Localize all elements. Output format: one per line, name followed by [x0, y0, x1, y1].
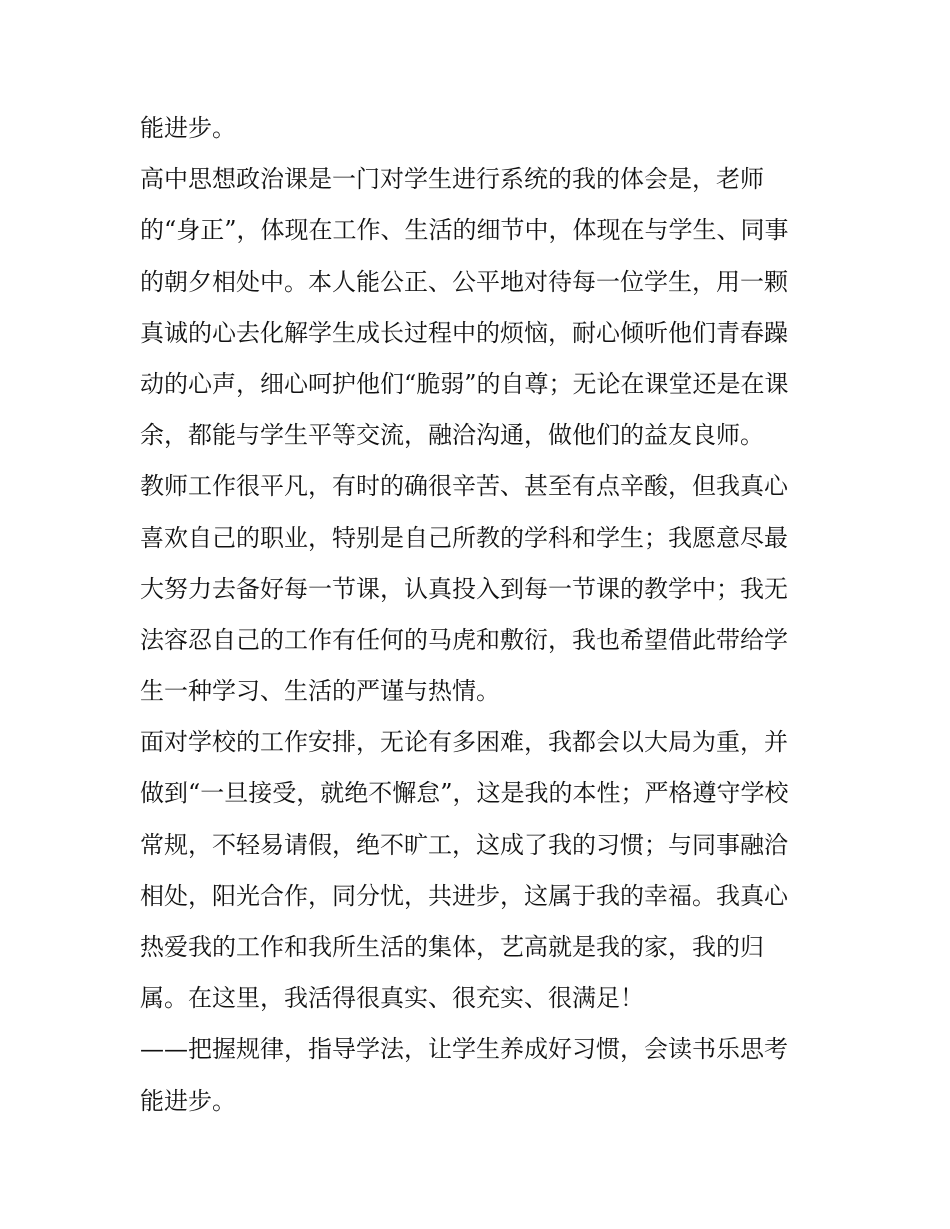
text-line: 面对学校的工作安排，无论有多困难，我都会以大局为重，并 — [140, 728, 788, 757]
text-line: 相处，阳光合作，同分忧，共进步，这属于我的幸福。我真心 — [140, 881, 788, 910]
text-line: 生一种学习、生活的严谨与热情。 — [140, 677, 500, 706]
text-line: 喜欢自己的职业，特别是自己所教的学科和学生；我愿意尽最 — [140, 523, 788, 552]
text-line: 热爱我的工作和我所生活的集体，艺高就是我的家，我的归 — [140, 933, 764, 961]
text-line: 能进步。 — [140, 114, 236, 142]
text-line: 大努力去备好每一节课，认真投入到每一节课的教学中；我无 — [140, 574, 788, 603]
body-text — [140, 103, 830, 1127]
text-line: 动的心声，细心呵护他们“脆弱”的自尊；无论在课堂还是在课 — [140, 369, 789, 398]
text-line: 的“身正”，体现在工作、生活的细节中，体现在与学生、同事 — [140, 216, 789, 245]
text-line: 教师工作很平凡，有时的确很辛苦、甚至有点辛酸，但我真心 — [140, 472, 788, 501]
text-line: 法容忍自己的工作有任何的马虎和敷衍，我也希望借此带给学 — [140, 625, 788, 654]
text-line: 余，都能与学生平等交流，融洽沟通，做他们的益友良师。 — [140, 421, 764, 450]
text-line: 做到“一旦接受，就绝不懈怠”，这是我的本性；严格遵守学校 — [140, 779, 789, 808]
text-line: 真诚的心去化解学生成长过程中的烦恼，耐心倾听他们青春躁 — [140, 318, 788, 347]
text-line: 高中思想政治课是一门对学生进行系统的我的体会是，老师 — [140, 165, 764, 194]
text-line: 的朝夕相处中。本人能公正、公平地对待每一位学生，用一颗 — [140, 267, 788, 296]
text-line: ——把握规律，指导学法，让学生养成好习惯，会读书乐思考 — [140, 1035, 788, 1064]
text-line: 能进步。 — [140, 1086, 236, 1115]
text-line: 属。在这里，我活得很真实、很充实、很满足！ — [140, 984, 644, 1013]
text-line: 常规，不轻易请假，绝不旷工，这成了我的习惯；与同事融洽 — [140, 830, 788, 859]
